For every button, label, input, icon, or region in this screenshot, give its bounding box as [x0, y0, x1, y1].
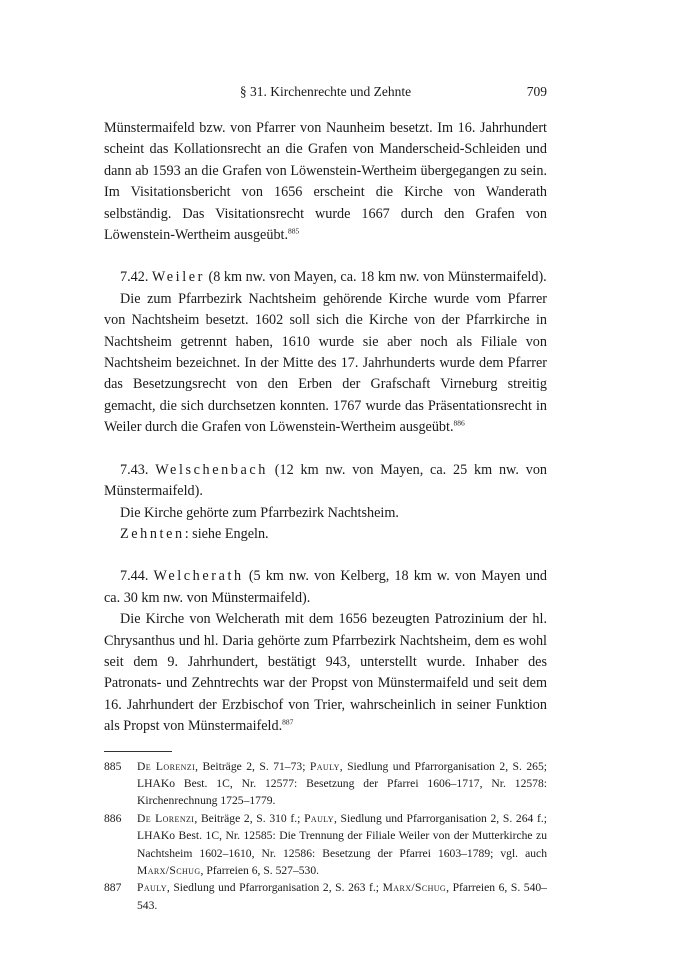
entry-place-name: Welcherath: [153, 568, 244, 585]
footnote-ref: 885: [288, 226, 300, 236]
paragraph-text: Die zum Pfarrbezirk Nachtsheim gehörende Kirche wurde vom Pfarrer von Nachtsheim besetzt. 1602 soll sich die Kirche von der Pfarrkirche in Nachtsheim getrennt haben, 1610 wurde sie aber noch als Filiale von Nachtsheim bezeichnet. In der Mitte des 17. Jahrhunderts wurde dem Pfarrer das Besetzungsrecht von den Erben der Grafschaft Virneburg streitig gemacht, die sich durchsetzen konnten. 1767 wurde das Präsentationsrecht in Weiler durch die Grafen von Löwenstein-Wertheim ausgeübt.: [104, 290, 547, 436]
entry-heading-welcherath: [104, 566, 547, 609]
footnote: [104, 879, 547, 914]
running-head-title: § 31. Kirchenrechte und Zehnte: [239, 84, 412, 99]
footnote-text: , Siedlung und Pfarrorganisation 2, S. 264 f.; LHAKo Best. 1C, Nr. 12585: Die Trennung der Filiale Weiler von der Mutterkirche zu Nachtsheim 1602–1610, Nr. 12586: Besetzung der Pfarrei 1603–1789; vgl. auch: [137, 811, 547, 860]
footnote-text: , Beiträge 2, S. 310 f.;: [194, 811, 305, 825]
entry-text-welcherath: [104, 609, 547, 737]
footnote-number: 886: [104, 811, 122, 825]
footnote-text: , Beiträge 2, S. 71–73;: [195, 759, 310, 773]
footnote-number: 885: [104, 759, 122, 773]
entry-location: (8 km nw. von Mayen, ca. 18 km nw. von Münstermaifeld).: [208, 269, 547, 286]
book-page: [104, 84, 547, 914]
entry-number: 7.44.: [120, 568, 149, 585]
footnote: [104, 810, 547, 880]
author-name: Marx/Schug: [382, 881, 447, 895]
page-number: 709: [526, 84, 547, 99]
entry-number: 7.43.: [120, 461, 149, 478]
entry-place-name: Welschenbach: [155, 461, 268, 478]
author-name: De Lorenzi: [137, 759, 196, 773]
author-name: De Lorenzi: [137, 811, 195, 825]
author-name: Pauly: [137, 881, 167, 895]
footnote: [104, 758, 547, 810]
entry-heading-weiler: [104, 267, 547, 288]
entry-place-name: Weiler: [151, 269, 205, 286]
zehnten-label: Zehnten: [120, 525, 185, 542]
main-text: [104, 118, 547, 738]
entry-heading-welschenbach: [104, 460, 547, 503]
author-name: Pauly: [309, 759, 340, 773]
entry-text-weiler: [104, 289, 547, 439]
zehnten-line: [104, 524, 547, 545]
footnote-text: , Siedlung und Pfarrorganisation 2, S. 263 f.;: [166, 881, 383, 895]
entry-location: (5 km nw. von Kelberg, 18 km w. von Mayen und ca. 30 km nw. von Münstermaifeld).: [104, 568, 548, 606]
entry-text-welschenbach: Die Kirche gehörte zum Pfarrbezirk Nachtsheim.: [120, 504, 399, 521]
footnotes: [104, 758, 547, 915]
footnote-text: , Pfarreien 6, S. 540–543.: [137, 881, 547, 912]
entry-number: 7.42.: [120, 269, 149, 286]
footnote-ref: 887: [282, 717, 294, 727]
footnote-text: , Siedlung und Pfarrorganisation 2, S. 265; LHAKo Best. 1C, Nr. 12577: Besetzung der Pfarrei 1606–1717, Nr. 12578: Kirchenrechnung 1725–1779.: [137, 759, 547, 808]
paragraph-text: Die Kirche von Welcherath mit dem 1656 bezeugten Patrozinium der hl. Chrysanthus und hl. Daria gehörte zum Pfarrbezirk Nachtsheim, dem es wohl seit dem 9. Jahrhundert, bestätigt 943, unterstellt wurde. Inhaber des Patronats- und Zehntrechts war der Propst von Münstermaifeld und seit dem 16. Jahrhundert der Erzbischof von Trier, wahrscheinlich in seiner Funktion als Propst von Münstermaifeld.: [104, 611, 547, 735]
paragraph-text: Münstermaifeld bzw. von Pfarrer von Naunheim besetzt. Im 16. Jahrhundert scheint das Kollationsrecht an die Grafen von Manderscheid-Schleiden und dann ab 1593 an die Grafen von Löwenstein-Wertheim übergegangen zu sein. Im Visitationsbericht von 1656 erscheint die Kirche von Wanderath selbständig. Das Visitationsrecht wurde 1667 durch den Grafen von Löwenstein-Wertheim ausgeübt.: [104, 120, 547, 244]
footnote-number: 887: [104, 881, 122, 895]
running-head: [104, 84, 547, 106]
footnote-text: , Pfarreien 6, S. 527–530.: [200, 864, 320, 877]
paragraph-wanderath-continued: [104, 118, 547, 246]
footnote-rule: [104, 751, 172, 752]
footnote-ref: 886: [453, 418, 465, 428]
zehnten-text: : siehe Engeln.: [184, 525, 269, 542]
entry-location: (12 km nw. von Mayen, ca. 25 km nw. von Münstermaifeld).: [104, 461, 548, 500]
author-name: Pauly: [304, 811, 334, 825]
author-name: Marx/Schug: [137, 864, 201, 877]
